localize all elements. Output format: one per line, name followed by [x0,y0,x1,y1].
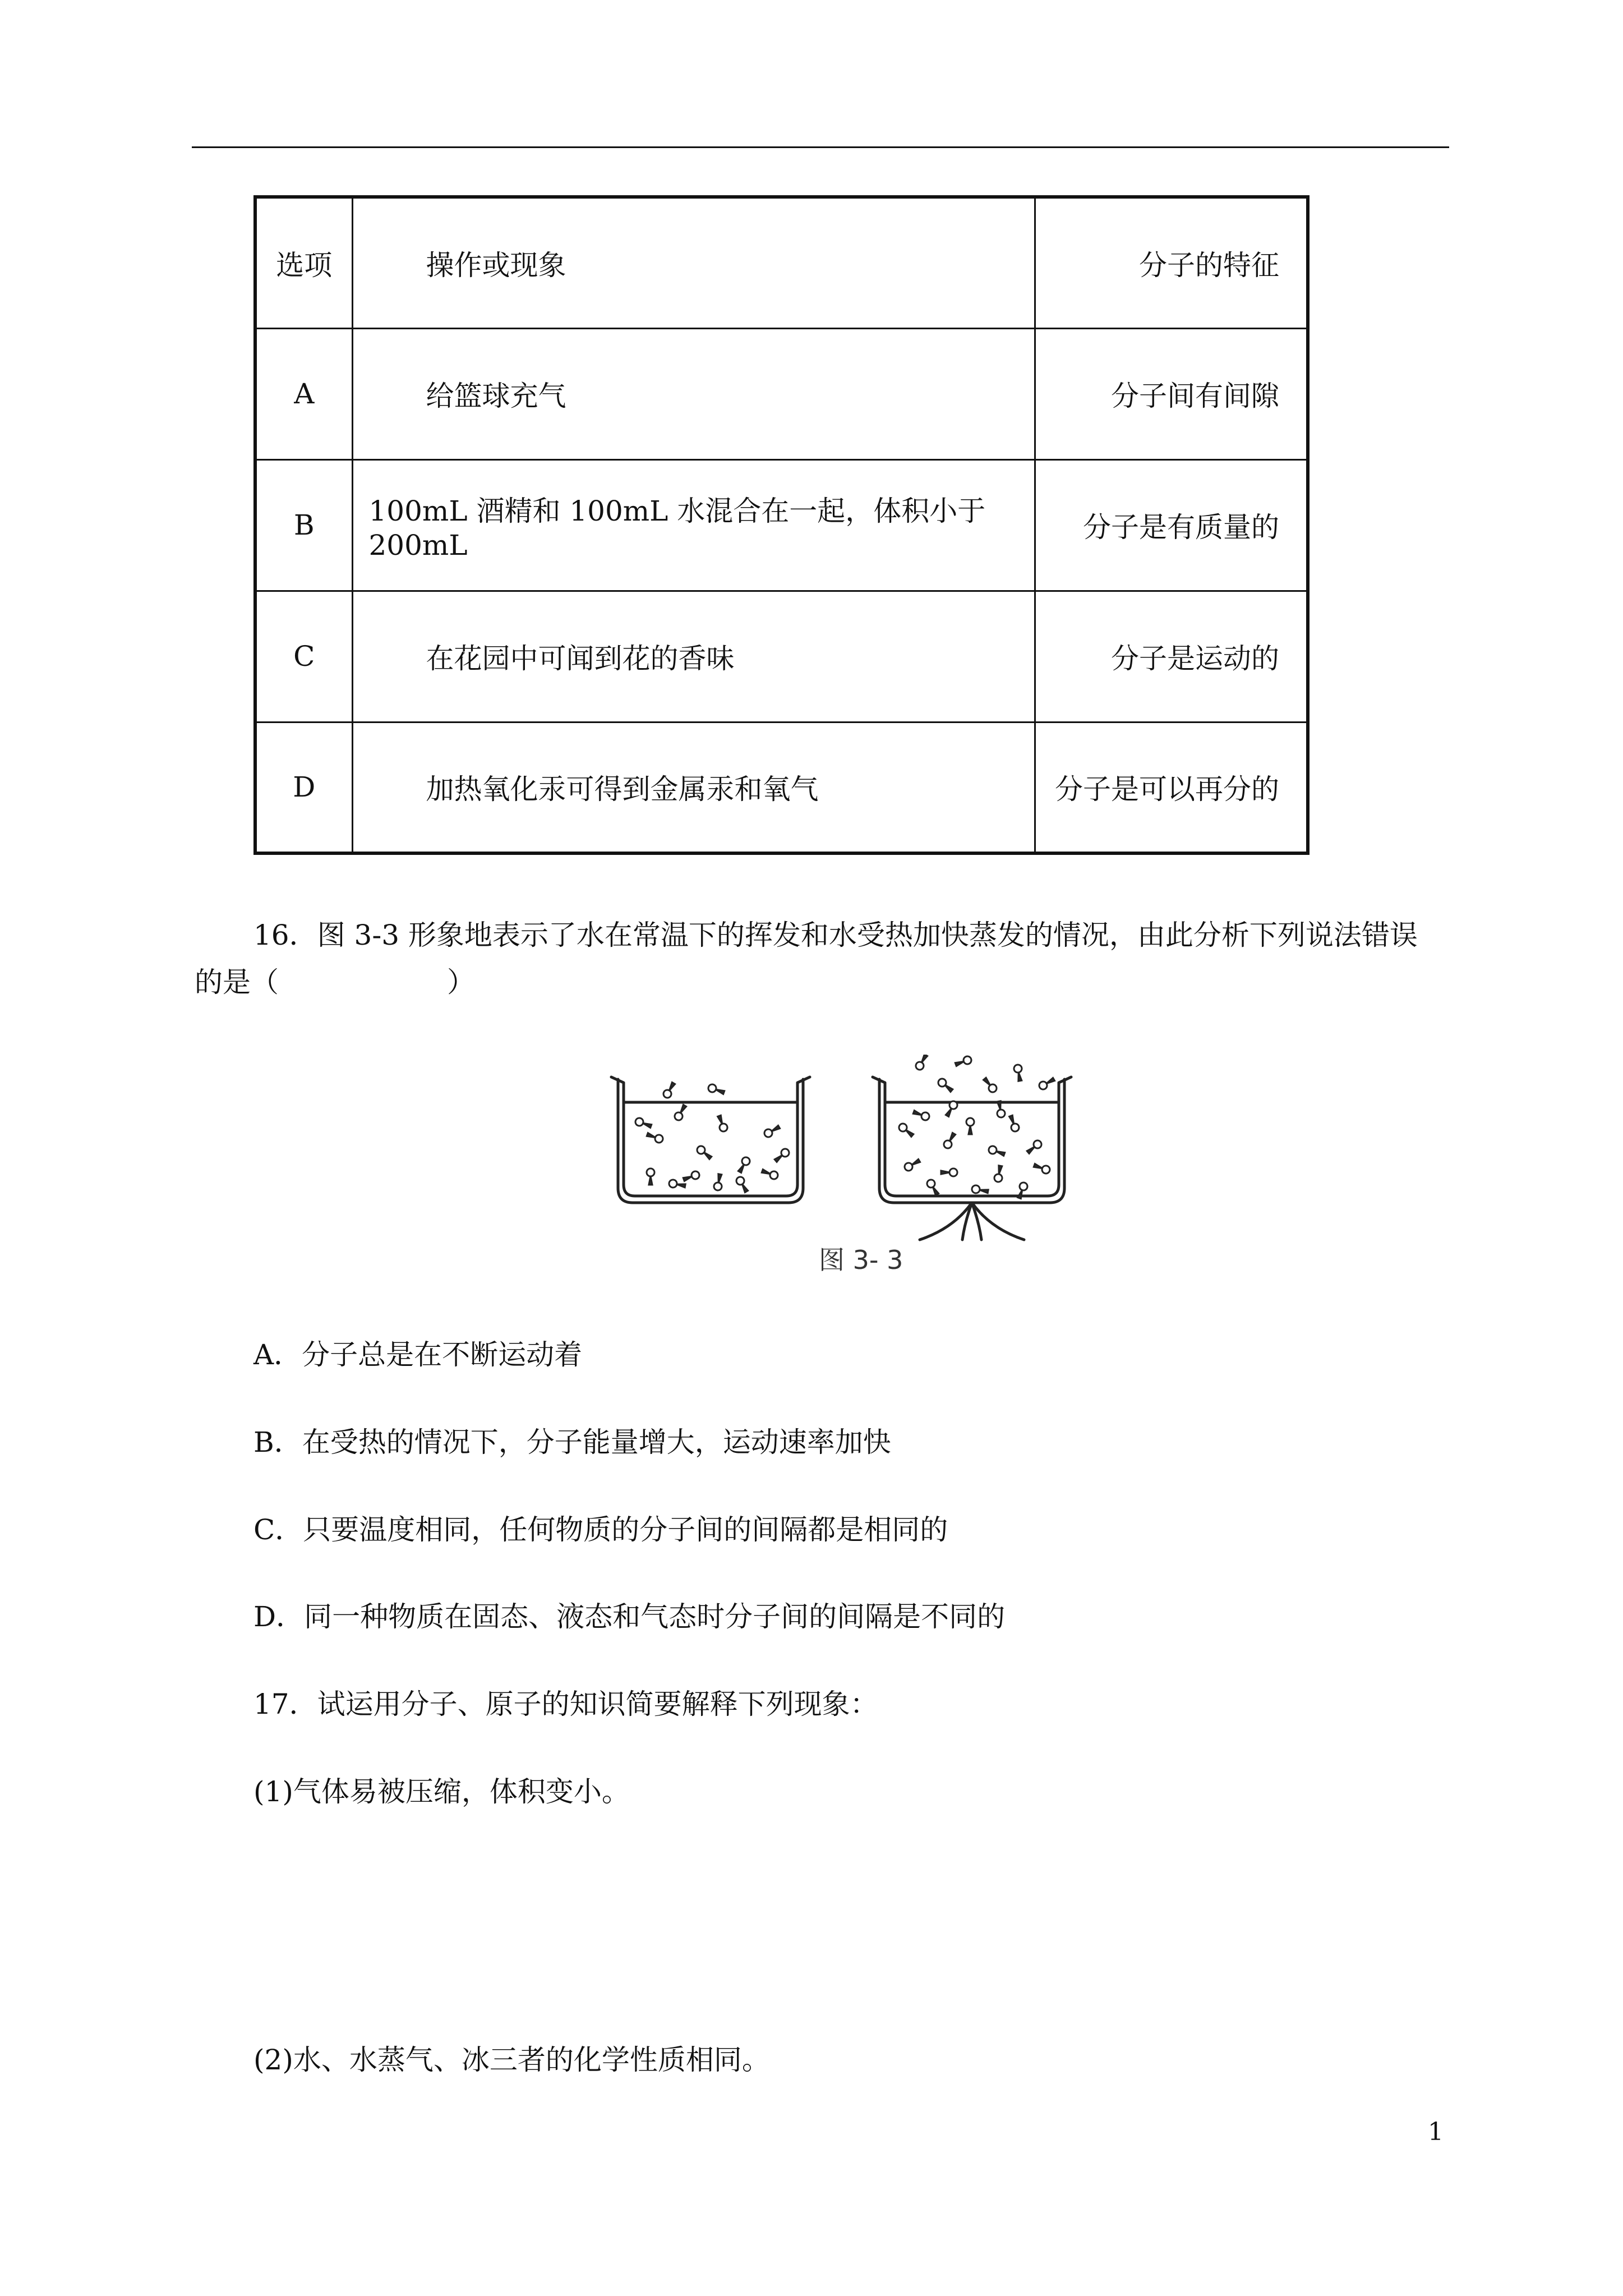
molecule-icon [735,1175,750,1193]
molecule-icon [955,1055,972,1068]
q16-choice-a: A．分子总是在不断运动着 [253,1338,583,1371]
table-header-row [255,197,1308,328]
figure-caption: 图 3- 3 [819,1245,903,1275]
molecule-icon [773,1147,791,1163]
table-row [255,459,1308,591]
molecule-icon [1007,1115,1020,1133]
options-table [253,195,1310,855]
row-feature: 分子是有质量的 [1035,459,1308,591]
molecule-icon [1013,1064,1024,1082]
row-feature: 分子是可以再分的 [1035,722,1308,853]
row-option: C [255,591,352,722]
molecule-icon [937,1077,954,1093]
molecule-icon [1038,1076,1055,1091]
molecule-icon [634,1117,652,1130]
molecule-icon [662,1081,677,1099]
molecule-icon [941,1168,957,1176]
row-operation: 加热氧化汞可得到金属汞和氧气 [352,722,1035,853]
table-row [255,328,1308,459]
q16-choice-c: C．只要温度相同，任何物质的分子间的间隔都是相同的 [253,1513,948,1546]
molecule-icon [646,1131,664,1144]
table-row [255,591,1308,722]
q16-choice-b: B．在受热的情况下，分子能量增大，运动速率加快 [253,1426,891,1458]
row-operation: 100mL 酒精和 100mL 水混合在一起，体积小于 200mL [352,459,1035,591]
row-option: B [255,459,352,591]
row-option: A [255,328,352,459]
molecule-icon [763,1124,781,1139]
molecule-icon [707,1083,725,1096]
row-feature: 分子是运动的 [1035,591,1308,722]
molecule-icon [897,1122,915,1138]
header-feature: 分子的特征 [1035,197,1308,328]
molecule-icon [1026,1139,1043,1155]
molecule-icon [1033,1162,1051,1175]
molecule-icon [673,1103,688,1121]
molecule-icon [713,1174,724,1191]
molecule-icon [981,1076,998,1094]
molecule-icon [683,1170,700,1183]
header-option: 选项 [255,197,352,328]
molecule-icon [971,1185,989,1195]
beaker-figure [606,1055,1088,1279]
molecule-icon [966,1118,974,1134]
q17-stem: 17．试运用分子、原子的知识简要解释下列现象： [253,1688,878,1720]
molecule-icon [736,1156,751,1174]
page-number: 1 [1428,2118,1444,2146]
molecule-icon [761,1167,779,1180]
q17-sub1: (1)气体易被压缩，体积变小。 [253,1775,630,1808]
molecule-icon [942,1131,957,1149]
q17-sub2: (2)水、水蒸气、冰三者的化学性质相同。 [253,2044,770,2076]
row-operation: 给篮球充气 [352,328,1035,459]
row-option: D [255,722,352,853]
molecule-icon [914,1055,929,1071]
molecule-icon [716,1115,728,1133]
molecule-icon [994,1165,1004,1182]
row-feature: 分子间有间隙 [1035,328,1308,459]
row-operation: 在花园中可闻到花的香味 [352,591,1035,722]
q16-choice-d: D．同一种物质在固态、液态和气态时分子间的间隔是不同的 [253,1600,1006,1633]
molecule-icon [903,1157,921,1172]
q16-stem-line2: 的是（ ） [195,966,475,999]
molecule-icon [925,1178,940,1196]
table-row [255,722,1308,853]
header-rule [192,146,1449,148]
header-operation: 操作或现象 [352,197,1035,328]
q16-stem-line1: 16．图 3-3 形象地表示了水在常温下的挥发和水受热加快蒸发的情况，由此分析下列说法错误 [253,919,1418,951]
molecule-icon [647,1168,654,1185]
molecule-icon [988,1145,1006,1158]
molecule-icon [912,1108,930,1121]
molecule-icon [695,1144,713,1161]
molecule-icon [668,1179,686,1190]
